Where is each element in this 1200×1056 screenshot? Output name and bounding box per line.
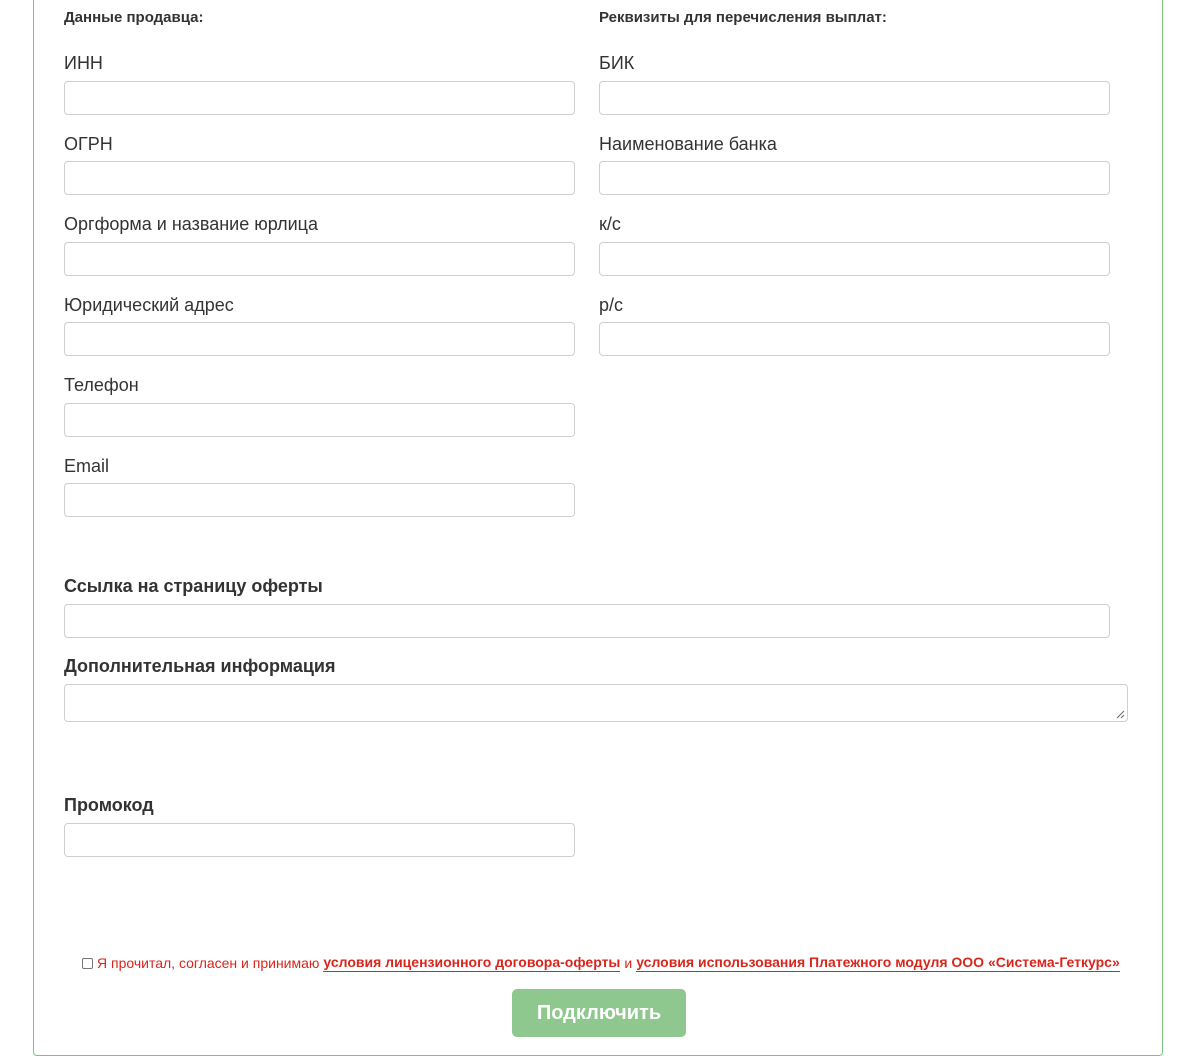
additional-info-textarea[interactable] [64, 684, 1128, 722]
agreement-prefix: Я прочитал, согласен и принимаю [97, 955, 320, 971]
ogrn-input[interactable] [64, 161, 575, 195]
form-container [33, 0, 1163, 1056]
license-offer-link[interactable]: условия лицензионного договора-оферты [323, 954, 621, 970]
offer-link-input[interactable] [64, 604, 1110, 638]
phone-input[interactable] [64, 403, 575, 437]
correspondent-account-input[interactable] [599, 242, 1110, 276]
inn-input[interactable] [64, 81, 575, 115]
bik-label: БИК [599, 53, 635, 73]
phone-label: Телефон [64, 375, 139, 395]
email-label: Email [64, 456, 110, 476]
bik-input[interactable] [599, 81, 1110, 115]
agreement-checkbox[interactable] [82, 958, 93, 969]
agreement-row [82, 954, 1120, 972]
legal-name-input[interactable] [64, 242, 575, 276]
promo-code-input[interactable] [64, 823, 575, 857]
additional-info-label: Дополнительная информация [64, 656, 336, 676]
seller-section-title: Данные продавца: [64, 9, 204, 26]
ogrn-label: ОГРН [64, 134, 113, 154]
legal-address-input[interactable] [64, 322, 575, 356]
agreement-joiner: и [624, 955, 633, 971]
bank-section-title: Реквизиты для перечисления выплат: [599, 9, 887, 26]
inn-label: ИНН [64, 53, 103, 73]
legal-name-label: Оргформа и название юрлица [64, 214, 319, 234]
payment-module-terms-link[interactable]: условия использования Платежного модуля ООО «Система-Геткурс» [636, 954, 1120, 970]
bank-name-label: Наименование банка [599, 134, 777, 154]
connect-button[interactable]: Подключить [512, 989, 686, 1037]
settlement-account-label: р/с [599, 295, 624, 315]
resize-handle-icon[interactable] [1115, 709, 1125, 719]
offer-link-label: Ссылка на страницу оферты [64, 576, 323, 596]
legal-address-label: Юридический адрес [64, 295, 234, 315]
promo-code-label: Промокод [64, 795, 154, 815]
bank-name-input[interactable] [599, 161, 1110, 195]
correspondent-account-label: к/с [599, 214, 621, 234]
email-input[interactable] [64, 483, 575, 517]
settlement-account-input[interactable] [599, 322, 1110, 356]
